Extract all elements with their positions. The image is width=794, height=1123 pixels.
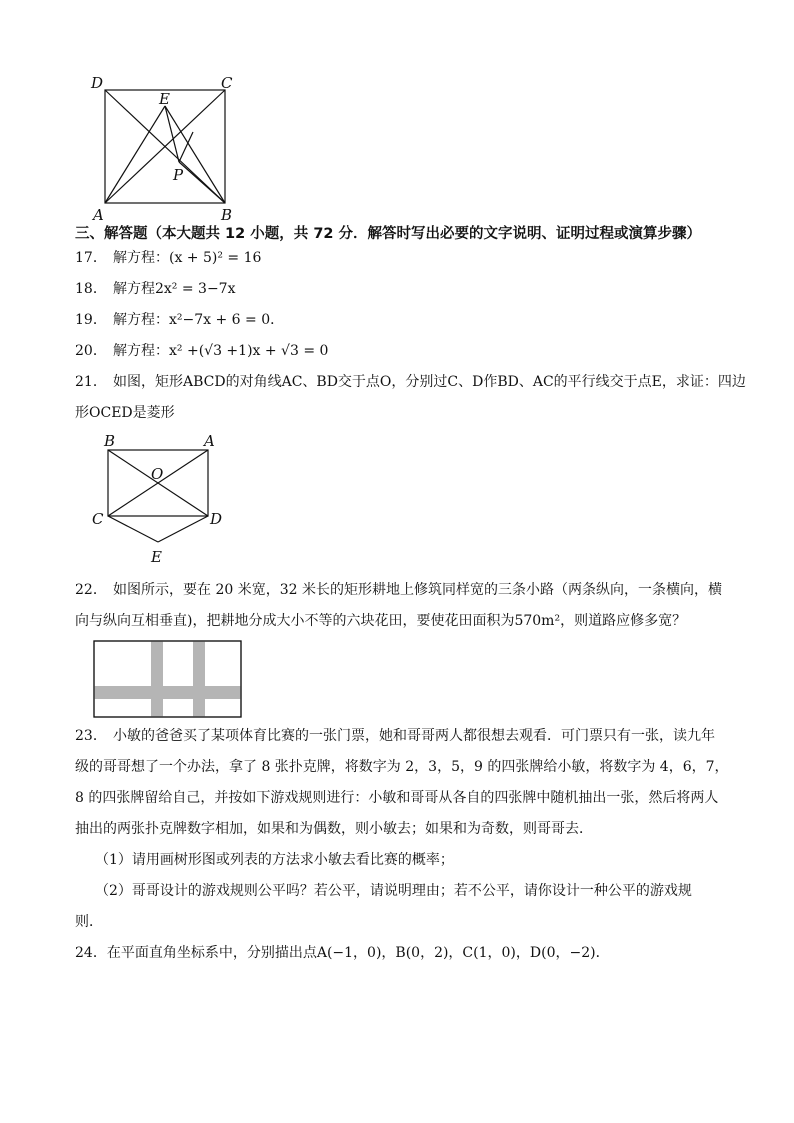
question-text: 解方程：x² +(√3 +1)x + √3 = 0: [113, 343, 329, 359]
question-21-line1: [75, 372, 746, 392]
question-20: [75, 341, 328, 361]
question-number: 24．: [75, 945, 107, 961]
question-23-sub2-line2: 则．: [75, 914, 103, 930]
figure-rectangle-ocde: [88, 432, 238, 567]
label-c: C: [221, 74, 233, 92]
road-horizontal: [94, 686, 241, 699]
label-e: E: [159, 90, 170, 108]
label-e: E: [151, 548, 162, 566]
label-b: B: [221, 206, 233, 222]
road-vertical-right: [193, 641, 205, 717]
figure-field-roads: [93, 640, 243, 720]
question-number: 21．: [75, 374, 107, 390]
question-text: 在平面直角坐标系中，分别描出点A(−1，0)，B(0，2)，C(1，0)，D(0，−2)．: [106, 945, 610, 961]
question-23-line1: [75, 726, 715, 746]
question-23-line2: 级的哥哥想了一个办法，拿了 8 张扑克牌，将数字为 2，3，5，9 的四张牌给小敏，将数字为 4，6，7，: [75, 759, 729, 775]
road-vertical-left: [151, 641, 163, 717]
question-23-line4: 抽出的两张扑克牌数字相加，如果和为偶数，则小敏去；如果和为奇数，则哥哥去．: [75, 821, 593, 837]
section-heading: 三、解答题（本大题共 12 小题，共 72 分．解答时写出必要的文字说明、证明过程或演算步骤）: [75, 226, 702, 242]
label-a: A: [204, 432, 215, 450]
label-p: P: [173, 166, 184, 184]
question-text: 解方程2x² = 3−7x: [113, 281, 236, 297]
question-number: 20．: [75, 343, 107, 359]
label-d: D: [91, 74, 104, 92]
question-text: 解方程：(x + 5)² = 16: [113, 250, 262, 266]
question-22-line2: 向与纵向互相垂直)，把耕地分成大小不等的六块花田，要使花田面积为570m²，则道路应修多宽？: [75, 613, 687, 629]
label-o: O: [151, 465, 164, 483]
question-text: 如图所示，要在 20 米宽，32 米长的矩形耕地上修筑同样宽的三条小路（两条纵向，一条横向，横: [113, 582, 722, 598]
question-text: 如图，矩形ABCD的对角线AC、BD交于点O，分别过C、D作BD、AC的平行线交于点E，求证：四边: [113, 374, 746, 390]
question-23-sub1: （1）请用画树形图或列表的方法求小敏去看比赛的概率；: [95, 852, 454, 868]
question-number: 19．: [75, 312, 107, 328]
question-text: 解方程：x²−7x + 6 = 0．: [113, 312, 285, 328]
question-text: 小敏的爸爸买了某项体育比赛的一张门票，她和哥哥两人都很想去观看．可门票只有一张，读九年: [113, 728, 715, 744]
question-number: 23．: [75, 728, 107, 744]
question-22-line1: [75, 580, 722, 600]
question-19: [75, 310, 284, 330]
segment-pb: [179, 162, 225, 203]
question-number: 18．: [75, 281, 107, 297]
question-number: 17．: [75, 250, 107, 266]
question-18: [75, 279, 236, 299]
label-c: C: [92, 510, 104, 528]
question-number: 22．: [75, 582, 107, 598]
question-17: [75, 248, 261, 268]
question-24: [75, 943, 610, 963]
field: [94, 641, 241, 717]
segment-de: [158, 516, 208, 542]
label-b: B: [104, 432, 116, 450]
label-a: A: [93, 206, 104, 222]
segment-ce: [108, 516, 158, 542]
question-23-line3: 8 的四张牌留给自己，并按如下游戏规则进行：小敏和哥哥从各自的四张牌中随机抽出一张，然后将两人: [75, 790, 719, 806]
label-d: D: [210, 510, 223, 528]
question-21-line2: 形OCED是菱形: [75, 405, 175, 421]
figure-square-abcd: [85, 70, 245, 222]
question-23-sub2-line1: （2）哥哥设计的游戏规则公平吗？若公平，请说明理由；若不公平，请你设计一种公平的游戏规: [95, 883, 692, 899]
